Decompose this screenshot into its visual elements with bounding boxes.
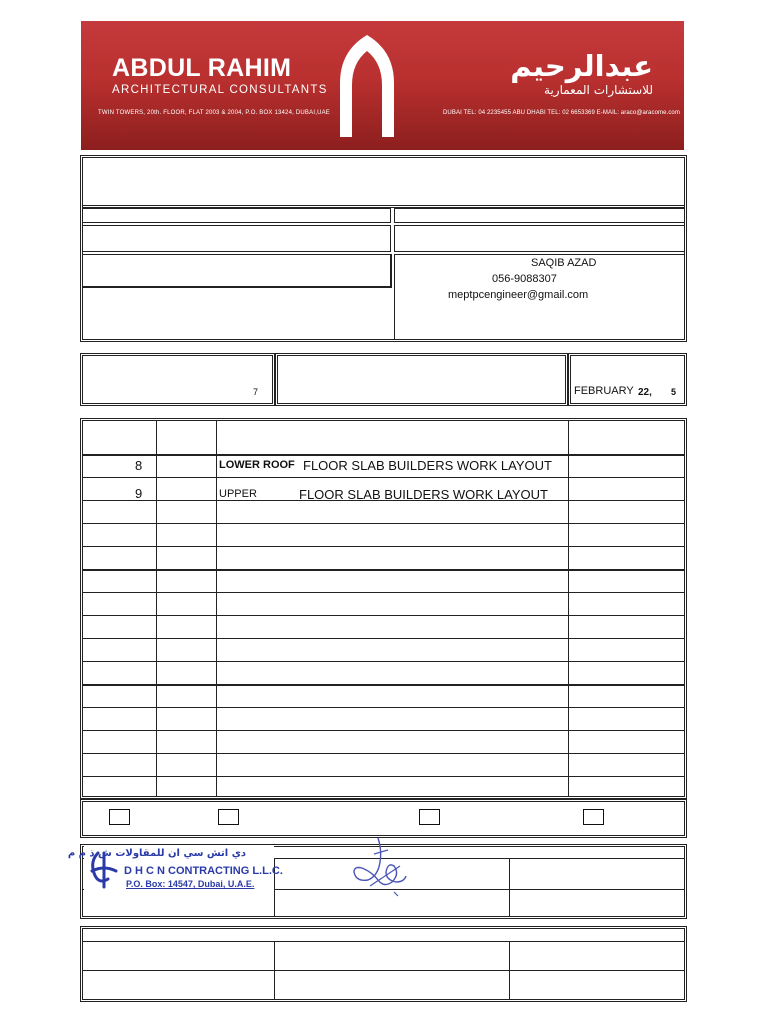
checkbox[interactable] bbox=[218, 809, 239, 825]
field-box bbox=[82, 254, 392, 288]
table-row-line bbox=[82, 569, 685, 571]
date-month: FEBRUARY bbox=[574, 385, 634, 397]
date-year: 5 bbox=[671, 387, 677, 397]
contact-email: meptpcengineer@gmail.com bbox=[448, 289, 589, 301]
firm-name-arabic: عبدالرحيم bbox=[510, 49, 653, 83]
stamp-arabic: دي اتش سي ان للمقاولات ش ذ م م bbox=[67, 848, 246, 859]
field-box bbox=[82, 208, 391, 223]
items-table bbox=[80, 418, 687, 799]
item-description: FLOOR SLAB BUILDERS WORK LAYOUT bbox=[303, 458, 552, 473]
firm-address: TWIN TOWERS, 20th. FLOOR, FLAT 2003 & 2004, P.O. BOX 13424, DUBAI,UAE bbox=[98, 110, 330, 116]
divider bbox=[82, 970, 685, 971]
contact-phone: 056-9088307 bbox=[492, 273, 557, 285]
field-box bbox=[394, 208, 685, 223]
column-line bbox=[509, 941, 510, 1000]
table-row-line bbox=[82, 546, 685, 547]
checkbox[interactable] bbox=[419, 809, 440, 825]
firm-subtitle-arabic: للاستشارات المعمارية bbox=[544, 83, 653, 97]
company-stamp bbox=[67, 845, 283, 891]
ref-subject-box bbox=[275, 353, 568, 406]
ref-number: 7 bbox=[253, 387, 259, 397]
table-row-line bbox=[82, 776, 685, 777]
item-location: UPPER bbox=[219, 488, 257, 500]
table-row-line bbox=[82, 592, 685, 593]
divider bbox=[82, 941, 685, 942]
field-box bbox=[82, 225, 391, 252]
item-location: LOWER ROOF bbox=[219, 459, 295, 471]
column-line bbox=[274, 941, 275, 1000]
contact-name: SAQIB AZAD bbox=[531, 257, 597, 269]
table-row-line bbox=[82, 707, 685, 708]
table-row-line bbox=[82, 730, 685, 731]
firm-contact: DUBAI TEL: 04 2235455 ABU DHABI TEL: 02 6653369 E-MAIL: araco@aracome.com bbox=[443, 110, 680, 116]
table-row-line bbox=[82, 454, 685, 456]
table-row-line bbox=[82, 638, 685, 639]
table-row-line bbox=[82, 753, 685, 754]
arch-logo-icon bbox=[336, 31, 398, 141]
firm-name: ABDUL RAHIM bbox=[112, 54, 292, 82]
table-row-line bbox=[82, 477, 685, 478]
table-row-line bbox=[82, 523, 685, 524]
item-number: 8 bbox=[135, 458, 143, 473]
date-day: 22, bbox=[638, 387, 652, 398]
table-row-line bbox=[82, 661, 685, 662]
approval-block bbox=[80, 926, 687, 1002]
checkbox[interactable] bbox=[583, 809, 604, 825]
ref-date-box bbox=[568, 353, 687, 406]
ref-number-box bbox=[80, 353, 275, 406]
stamp-po-box: P.O. Box: 14547, Dubai, U.A.E. bbox=[126, 879, 255, 889]
field-box bbox=[394, 225, 685, 252]
letterhead-banner bbox=[81, 21, 684, 150]
stamp-company: D H C N CONTRACTING L.L.C. bbox=[124, 865, 283, 877]
signature bbox=[348, 836, 410, 898]
item-description: FLOOR SLAB BUILDERS WORK LAYOUT bbox=[299, 487, 548, 502]
table-row-line bbox=[82, 684, 685, 686]
table-row-line bbox=[82, 615, 685, 616]
checkbox[interactable] bbox=[109, 809, 130, 825]
item-number: 9 bbox=[135, 486, 143, 501]
firm-subtitle: ARCHITECTURAL CONSULTANTS bbox=[112, 84, 328, 96]
column-line bbox=[509, 858, 510, 917]
